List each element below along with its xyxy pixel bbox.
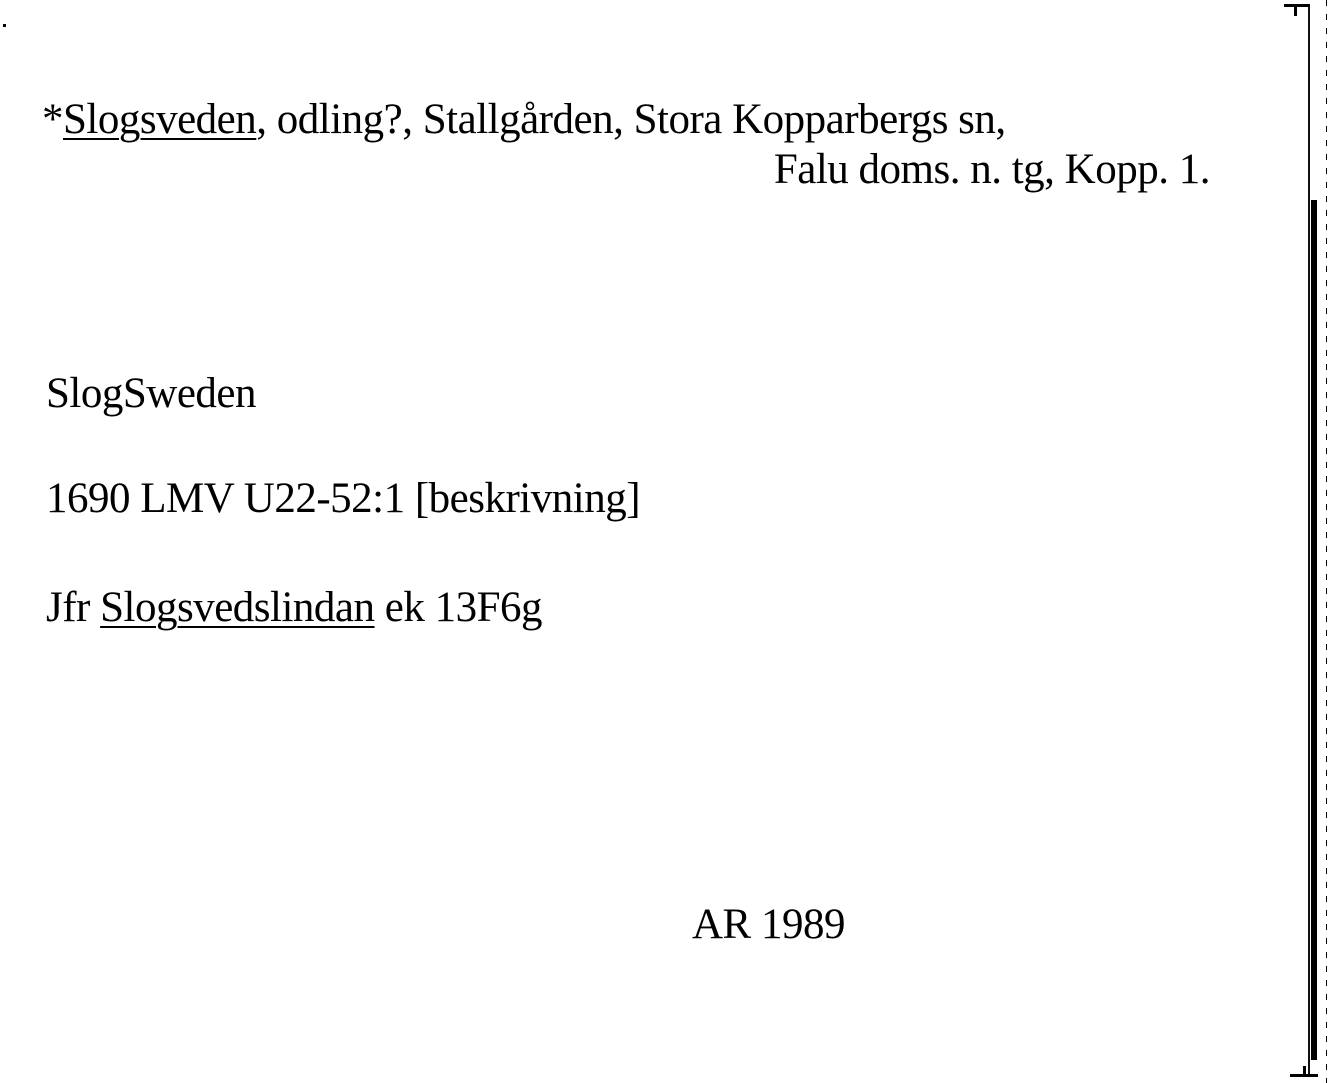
source-citation: 1690 LMV U22-52:1 [beskrivning] — [46, 475, 641, 522]
card-edge-faint — [1326, 0, 1327, 1083]
asterisk-marker: * — [42, 96, 63, 143]
entry-heading — [42, 98, 1006, 141]
card-edge-line — [1308, 6, 1310, 1074]
cross-reference-headword: Slogsvedslindan — [100, 584, 375, 631]
cross-reference-prefix: Jfr — [46, 584, 101, 631]
crop-mark-top — [1284, 4, 1310, 7]
jurisdiction-line: Falu doms. n. tg, Kopp. 1. — [773, 146, 1210, 193]
crop-mark-bottom-stem — [1303, 1066, 1306, 1076]
spelling-variant: SlogSweden — [46, 370, 256, 417]
headword: Slogsveden — [63, 96, 257, 143]
cross-reference — [46, 586, 542, 629]
scan-speck — [3, 24, 6, 27]
signature: AR 1989 — [692, 901, 845, 948]
card-edge-shadow — [1311, 200, 1317, 1060]
entry-description: , odling?, Stallgården, Stora Kopparbergs sn, — [256, 96, 1006, 143]
crop-mark-top-stem — [1294, 4, 1297, 16]
cross-reference-suffix: ek 13F6g — [374, 584, 543, 631]
